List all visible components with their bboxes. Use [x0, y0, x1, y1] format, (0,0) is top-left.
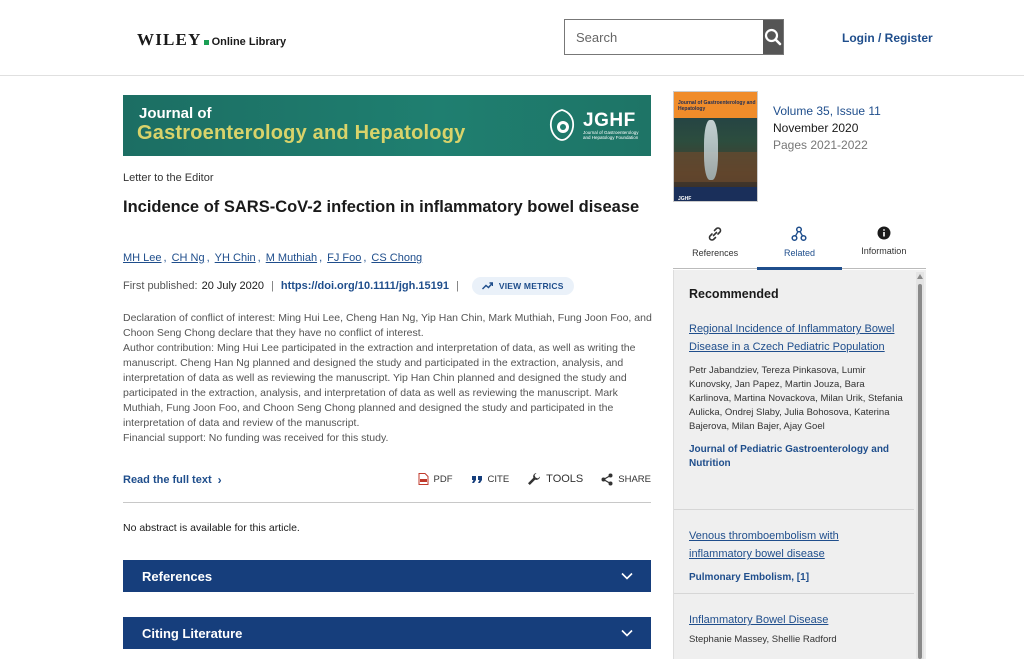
article-description — [123, 311, 653, 446]
recommended-item — [689, 610, 904, 647]
quote-icon — [471, 475, 483, 484]
tab-related[interactable] — [757, 225, 841, 268]
conflict-of-interest: Declaration of conflict of interest: Ming Hui Lee, Cheng Han Ng, Yip Han Chin, Mark Muthiah, Fung Joon Foo, and Choon Seng Chong declare that they have no conflict of interest. — [123, 312, 652, 339]
issue-cover[interactable] — [673, 91, 758, 202]
cover-footer: JGHF — [678, 196, 692, 202]
link-icon — [707, 226, 723, 242]
wiley-logo[interactable] — [137, 30, 286, 50]
login-register-link[interactable]: Login / Register — [842, 31, 933, 45]
scroll-up-icon[interactable] — [917, 274, 923, 279]
recommended-separator — [674, 509, 914, 510]
read-full-text-label: Read the full text — [123, 474, 212, 486]
cite-label: CITE — [487, 473, 510, 485]
citing-literature-accordion[interactable] — [123, 617, 651, 649]
sidebar-tabs — [673, 225, 926, 269]
site-header — [0, 0, 1024, 76]
citing-literature-accordion-label: Citing Literature — [142, 625, 243, 641]
author-link[interactable]: YH Chin — [214, 252, 256, 264]
recommended-item — [689, 319, 904, 471]
recommended-title: Recommended — [689, 287, 779, 301]
author-link[interactable]: CH Ng — [171, 252, 205, 264]
publication-info: First published: 20 July 2020 | https://doi.org/10.1111/jgh.15191 | VIEW METRICS — [123, 277, 574, 295]
issue-pages: Pages 2021-2022 — [773, 138, 868, 152]
recommended-scrollbar[interactable] — [916, 272, 924, 659]
section-divider — [123, 502, 651, 503]
recommended-item-title[interactable]: Regional Incidence of Inflammatory Bowel Disease in a Czech Pediatric Population — [689, 323, 895, 353]
recommended-item — [689, 526, 904, 585]
article-type: Letter to the Editor — [123, 172, 214, 184]
banner-line1: Journal of — [139, 105, 212, 122]
tab-information-label: Information — [861, 246, 907, 256]
search-button[interactable] — [763, 20, 783, 54]
chevron-right-icon: › — [217, 473, 222, 487]
info-icon — [877, 226, 891, 240]
references-accordion-label: References — [142, 568, 213, 584]
references-accordion[interactable] — [123, 560, 651, 592]
article-toolbar — [123, 472, 651, 490]
cover-title: Journal of Gastroenterology and Hepatology — [678, 100, 756, 112]
recommended-item-title[interactable]: Venous thromboembolism with inflammatory bowel disease — [689, 530, 839, 560]
pdf-icon — [418, 473, 429, 485]
pdf-button[interactable] — [418, 473, 453, 485]
recommended-item-authors: Stephanie Massey, Shellie Radford — [689, 634, 837, 645]
first-published-date: 20 July 2020 — [201, 280, 264, 292]
tab-references[interactable] — [673, 225, 757, 268]
issue-date: November 2020 — [773, 121, 859, 135]
no-abstract-note: No abstract is available for this article. — [123, 522, 300, 534]
view-metrics-button[interactable] — [472, 277, 574, 295]
share-icon — [601, 473, 613, 486]
tools-button[interactable] — [527, 472, 583, 486]
recommended-separator — [674, 593, 914, 594]
tab-related-label: Related — [783, 248, 815, 258]
financial-support: Financial support: No funding was received for this study. — [123, 432, 389, 444]
volume-issue-link[interactable]: Volume 35, Issue 11 — [773, 104, 881, 118]
chevron-down-icon — [621, 572, 633, 580]
logo-product: Online Library — [211, 36, 287, 48]
share-label: SHARE — [618, 473, 651, 485]
issue-info — [773, 103, 881, 154]
author-list: MH Lee , CH Ng , YH Chin , M Muthiah , FJ Foo , CS Chong — [123, 252, 423, 264]
related-icon — [791, 226, 807, 242]
recommended-panel — [673, 270, 926, 659]
first-published-label: First published: — [123, 280, 198, 292]
author-contribution: Author contribution: Ming Hui Lee participated in the extraction and interpretation of data, as well as writing the manuscript. Cheng Han Ng planned and designed the study and participated in the extraction, analysis, and interpretation of data as well as reviewing the manuscript. Yip Han Chin planned and designed the study and participated in the extraction, analysis, and interpretation of data as well as reviewing the manuscript. Mark Muthiah, Fung Joon Foo, and Choon Seng Chong planned and designed the study and participated in the interpretation of data and review of the manuscript. — [123, 342, 636, 429]
tools-label: TOOLS — [546, 473, 584, 485]
tab-references-label: References — [692, 248, 739, 258]
logo-dot-icon — [204, 40, 209, 45]
search-box — [564, 19, 784, 55]
journal-banner[interactable] — [123, 95, 651, 156]
scrollbar-thumb[interactable] — [918, 284, 922, 659]
trending-up-icon — [482, 282, 493, 290]
banner-line2: Gastroenterology and Hepatology — [137, 122, 466, 144]
chevron-down-icon — [621, 629, 633, 637]
author-link[interactable]: M Muthiah — [265, 252, 318, 264]
recommended-item-journal[interactable]: Pulmonary Embolism, [1] — [689, 572, 810, 583]
jghf-emblem-icon — [547, 108, 577, 142]
read-full-text-link[interactable] — [123, 473, 222, 487]
logo-brand: WILEY — [137, 30, 202, 49]
recommended-item-journal[interactable]: Journal of Pediatric Gastroenterology and Nutrition — [689, 444, 890, 469]
search-icon — [764, 28, 782, 46]
view-metrics-label: VIEW METRICS — [498, 281, 564, 291]
author-link[interactable]: CS Chong — [371, 252, 423, 264]
share-button[interactable] — [601, 473, 651, 486]
jghf-logo-subtext: Journal of Gastroenterology and Hepatology Foundation — [583, 129, 639, 140]
pdf-label: PDF — [433, 473, 453, 485]
cite-button[interactable] — [471, 474, 510, 485]
tab-information[interactable] — [842, 225, 926, 268]
jghf-logo — [547, 108, 643, 142]
author-link[interactable]: MH Lee — [123, 252, 162, 264]
recommended-item-title[interactable]: Inflammatory Bowel Disease — [689, 614, 829, 626]
wrench-icon — [527, 472, 541, 486]
author-link[interactable]: FJ Foo — [327, 252, 362, 264]
search-input[interactable] — [565, 20, 763, 54]
jghf-logo-text: JGHF — [583, 109, 636, 131]
recommended-item-authors: Petr Jabandziev, Tereza Pinkasova, Lumir Kunovsky, Jan Papez, Martin Jouza, Bara Karlinova, Martina Novackova, Milan Urik, Stefania Aulicka, Ondrej Slaby, Julia Bohosova, Katerina Bajerova, Milan Bajer, Ajay Goel — [689, 365, 903, 432]
article-title: Incidence of SARS-CoV-2 infection in inflammatory bowel disease — [123, 198, 640, 216]
doi-link[interactable]: https://doi.org/10.1111/jgh.15191 — [280, 280, 449, 292]
